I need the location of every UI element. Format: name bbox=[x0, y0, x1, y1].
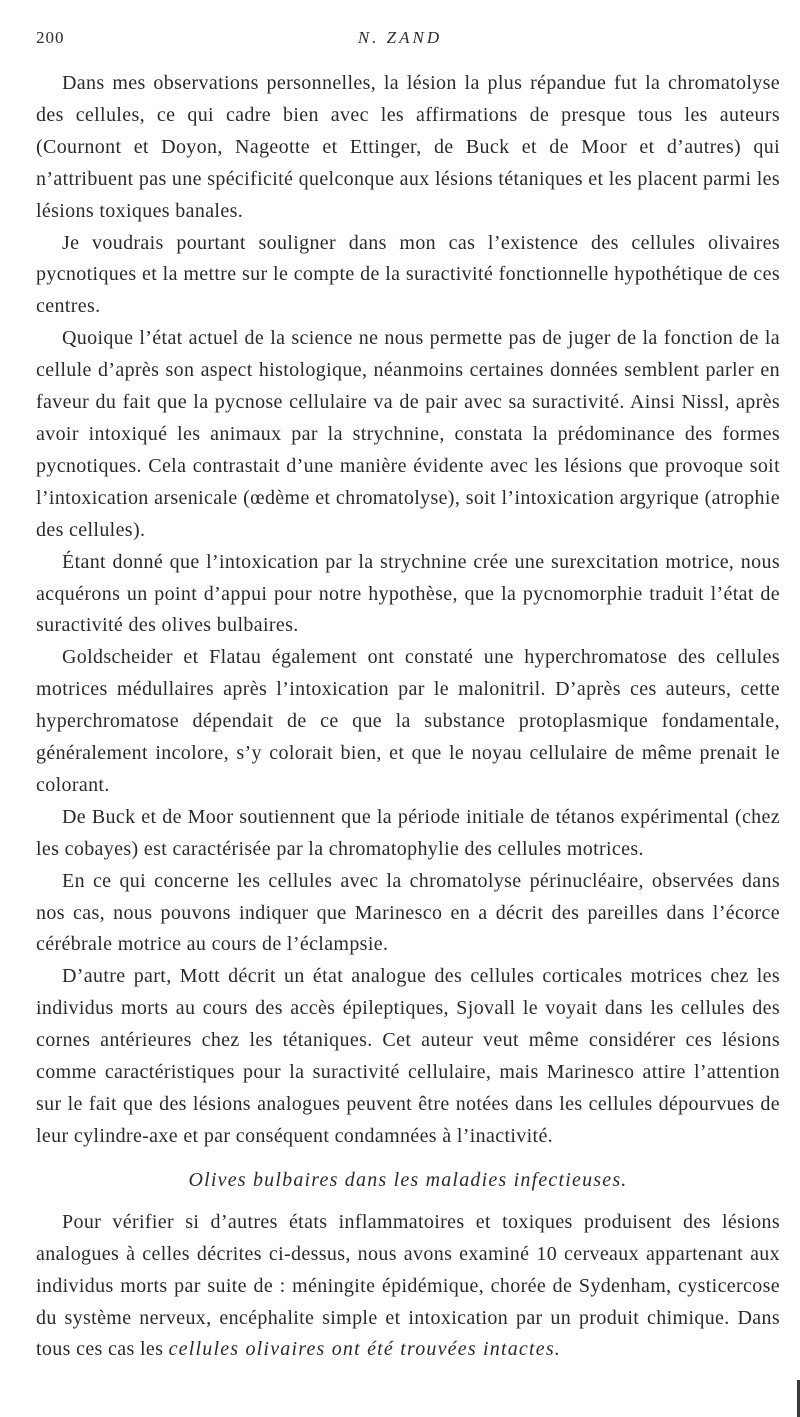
paragraph: En ce qui concerne les cellules avec la chromatolyse périnucléaire, observées dans nos cas, nous pouvons indiquer que Marinesco en a décrit des pareilles dans l’écorce cérébrale motrice au cours de l’éclampsie. bbox=[36, 869, 780, 956]
body-text bbox=[36, 68, 780, 1366]
page-number: 200 bbox=[36, 28, 65, 47]
running-title: N. ZAND bbox=[357, 28, 443, 47]
paragraph: Quoique l’état actuel de la science ne nous permette pas de juger de la fonction de la cellule d’après son aspect histologique, néanmoins certaines données semblent parler en faveur du fait que la pycnose cellulaire va de pair avec sa suractivité. Ainsi Nissl, après avoir intoxiqué les animaux par la strychnine, constata la prédominance des formes pycnotiques. Cela contrastait d’une manière évidente avec les lésions que provoque soit l’intoxication arsenicale (œdème et chromatolyse), soit l’intoxication argyrique (atrophie des cellules). bbox=[36, 327, 780, 541]
running-head bbox=[0, 28, 800, 54]
paragraph: Dans mes observations personnelles, la lésion la plus répandue fut la chromatolyse des cellules, ce qui cadre bien avec les affirmations de presque tous les auteurs (Cournont et Doyon, Nageotte et Ettinger, de Buck et de Moor et d’autres) qui n’attribuent pas une spécificité quelconque aux lésions tétaniques et les placent parmi les lésions toxiques banales. bbox=[36, 72, 780, 222]
paragraph: Je voudrais pourtant souligner dans mon cas l’existence des cellules olivaires pycnotiques et la mettre sur le compte de la suractivité fonctionnelle hypothétique de ces centres. bbox=[36, 231, 780, 318]
section-heading: Olives bulbaires dans les maladies infectieuses. bbox=[188, 1168, 628, 1191]
paragraph: Étant donné que l’intoxication par la strychnine crée une surexcitation motrice, nous acquérons un point d’appui pour notre hypothèse, que la pycnomorphie traduit l’état de suractivité des olives bulbaires. bbox=[36, 550, 780, 637]
final-paragraph bbox=[36, 1207, 780, 1367]
final-paragraph-text: Pour vérifier si d’autres états inflammatoires et toxiques produisent des lésions analogues à celles décrites ci-dessus, nous avons examiné 10 cerveaux appartenant aux individus morts par suite de : méningite épidémique, chorée de Sydenham, cysticercose du système nerveux, encéphalite simple et intoxication par un produit chimique. Dans tous ces cas les bbox=[36, 1210, 780, 1361]
final-paragraph-emphasis: cellules olivaires ont été trouvées intactes. bbox=[168, 1338, 562, 1361]
paragraph: De Buck et de Moor soutiennent que la période initiale de tétanos expérimental (chez les cobayes) est caractérisée par la chromatophylie des cellules motrices. bbox=[36, 805, 780, 860]
paragraph: Goldscheider et Flatau également ont constaté une hyperchromatose des cellules motrices médullaires après l’intoxication par le malonitril. D’après ces auteurs, cette hyperchromatose dépendait de ce que la substance protoplasmique fondamentale, généralement incolore, s’y colorait bien, et que le noyau cellulaire de même prenait le colorant. bbox=[36, 646, 780, 796]
paragraph: D’autre part, Mott décrit un état analogue des cellules corticales motrices chez les individus morts au cours des accès épileptiques, Sjovall le voyait dans les cellules des cornes antérieures chez les tétaniques. Cet auteur veut même considérer ces lésions comme caractéristiques pour la suractivité cellulaire, mais Marinesco attire l’attention sur le fait que des lésions analogues peuvent être notées dans les cellules dépourvues de leur cylindre-axe et par conséquent condamnées à l’inactivité. bbox=[36, 965, 780, 1147]
